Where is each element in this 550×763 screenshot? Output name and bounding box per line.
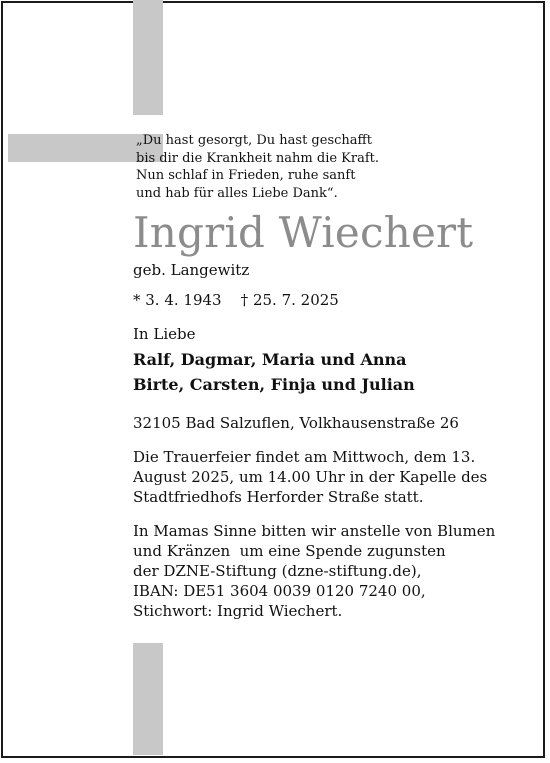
obituary-content bbox=[133, 132, 528, 621]
cross-upper-beam bbox=[133, 0, 163, 115]
poem bbox=[136, 132, 528, 202]
donation-line: In Mamas Sinne bitten wir anstelle von Blumen bbox=[133, 522, 496, 540]
family-line: Ralf, Dagmar, Maria und Anna bbox=[133, 350, 407, 369]
funeral-notice bbox=[133, 447, 528, 507]
poem-line: Nun schlaf in Frieden, ruhe sanft bbox=[136, 168, 356, 183]
donation-notice bbox=[133, 521, 528, 621]
donation-line: der DZNE-Stiftung (dzne-stiftung.de), bbox=[133, 562, 422, 580]
family-line: Birte, Carsten, Finja und Julian bbox=[133, 375, 415, 394]
in-love-label: In Liebe bbox=[133, 325, 196, 343]
donation-line: Stichwort: Ingrid Wiechert. bbox=[133, 602, 343, 620]
address: 32105 Bad Salzuflen, Volkhausenstraße 26 bbox=[133, 414, 459, 432]
donation-line: IBAN: DE51 3604 0039 0120 7240 00, bbox=[133, 582, 426, 600]
funeral-line: Stadtfriedhofs Herforder Straße statt. bbox=[133, 488, 424, 506]
donation-line: und Kränzen um eine Spende zugunsten bbox=[133, 542, 446, 560]
funeral-line: Die Trauerfeier findet am Mittwoch, dem 13. bbox=[133, 448, 476, 466]
life-dates: * 3. 4. 1943 † 25. 7. 2025 bbox=[133, 291, 339, 309]
deceased-name: Ingrid Wiechert bbox=[133, 208, 474, 257]
cross-lower-beam bbox=[133, 643, 163, 755]
funeral-line: August 2025, um 14.00 Uhr in der Kapelle des bbox=[133, 468, 488, 486]
poem-line: „Du hast gesorgt, Du hast geschafft bbox=[136, 133, 372, 148]
poem-line: bis dir die Krankheit nahm die Kraft. bbox=[136, 150, 380, 166]
maiden-name: geb. Langewitz bbox=[133, 261, 250, 279]
poem-line: und hab für alles Liebe Dank“. bbox=[136, 185, 338, 201]
